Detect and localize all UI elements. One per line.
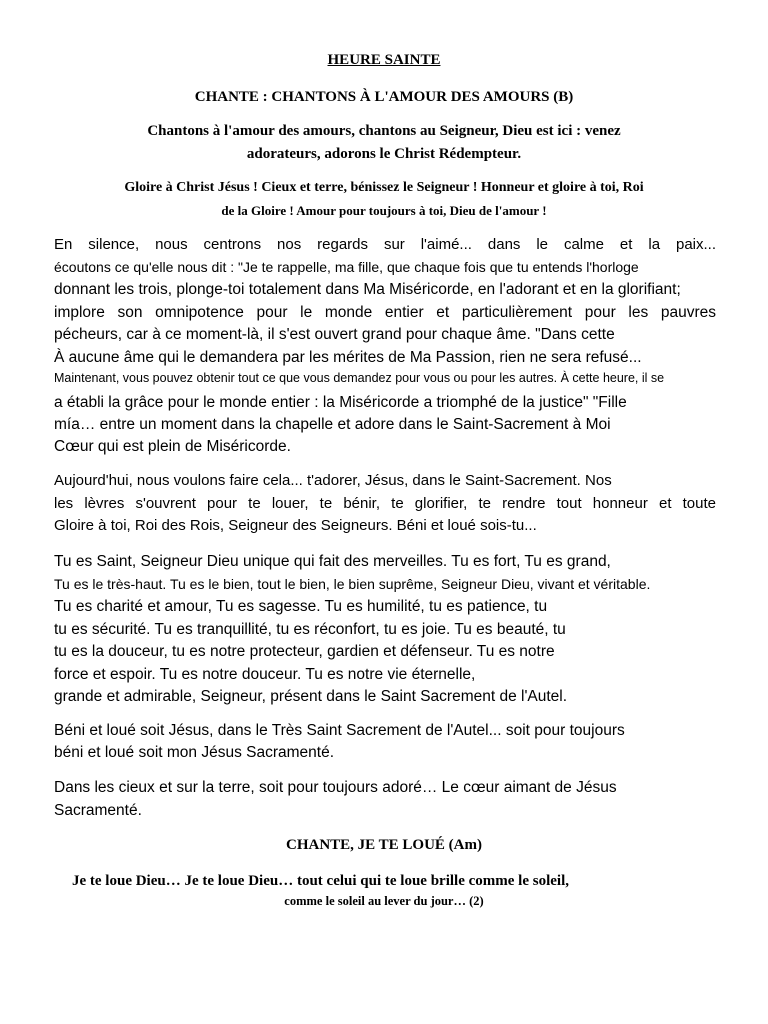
paragraph1-line: En silence, nous centrons nos regards sur l'aimé... dans le calme et la paix... (54, 236, 716, 253)
song2-line: comme le soleil au lever du jour… (2) (284, 894, 484, 908)
paragraph1-line: pécheurs, car à ce moment-là, il s'est ouvert grand pour chaque âme. "Dans cette (54, 326, 615, 343)
song1-refrain-line: Chantons à l'amour des amours, chantons au Seigneur, Dieu est ici : venez (147, 123, 621, 139)
paragraph2-line: les lèvres s'ouvrent pour te louer, te bénir, te glorifier, te rendre tout honneur et toute (54, 495, 716, 512)
paragraph4-line: béni et loué soit mon Jésus Sacramenté. (54, 744, 335, 761)
paragraph1-line: Cœur qui est plein de Miséricorde. (54, 438, 291, 455)
song1-verse-line: Gloire à Christ Jésus ! Cieux et terre, bénissez le Seigneur ! Honneur et gloire à toi, Roi (124, 180, 644, 195)
paragraph1-line: donnant les trois, plonge-toi totalement dans Ma Miséricorde, en l'adorant et en la glorifiant; (54, 281, 681, 298)
paragraph1-line: a établi la grâce pour le monde entier : la Miséricorde a triomphé de la justice" "Fille (54, 394, 627, 411)
paragraph1-line: implore son omnipotence pour le monde entier et particulièrement pour les pauvres (54, 304, 716, 321)
paragraph3-line: grande et admirable, Seigneur, présent dans le Saint Sacrement de l'Autel. (54, 688, 568, 705)
page-title: HEURE SAINTE (327, 52, 441, 68)
song1-verse-line: de la Gloire ! Amour pour toujours à toi, Dieu de l'amour ! (221, 203, 547, 218)
paragraph3-line: Tu es charité et amour, Tu es sagesse. Tu es humilité, tu es patience, tu (54, 598, 548, 615)
paragraph1-line: mía… entre un moment dans la chapelle et adore dans le Saint-Sacrement à Moi (54, 416, 611, 433)
song2-heading: CHANTE, JE TE LOUÉ (Am) (286, 837, 482, 853)
paragraph3-line: tu es sécurité. Tu es tranquillité, tu es réconfort, tu es joie. Tu es beauté, tu (54, 621, 566, 638)
paragraph3-line: tu es la douceur, tu es notre protecteur, gardien et défenseur. Tu es notre (54, 643, 555, 660)
paragraph5-line: Dans les cieux et sur la terre, soit pour toujours adoré… Le cœur aimant de Jésus (54, 779, 617, 796)
song1-heading: CHANTE : CHANTONS À L'AMOUR DES AMOURS (B) (194, 89, 574, 105)
paragraph1-line: Maintenant, vous pouvez obtenir tout ce que vous demandez pour vous ou pour les autres. À cette heure, il se (54, 371, 665, 385)
song1-refrain-line: adorateurs, adorons le Christ Rédempteur. (246, 146, 522, 162)
paragraph5-line: Sacramenté. (54, 802, 142, 819)
paragraph1-line: écoutons ce qu'elle nous dit : "Je te rappelle, ma fille, que chaque fois que tu entends l'horloge (54, 259, 639, 275)
paragraph3-line: force et espoir. Tu es notre douceur. Tu es notre vie éternelle, (54, 666, 476, 683)
paragraph1-line: À aucune âme qui le demandera par les mérites de Ma Passion, rien ne sera refusé... (54, 349, 642, 366)
paragraph2-line: Gloire à toi, Roi des Rois, Seigneur des Seigneurs. Béni et loué sois-tu... (54, 517, 537, 534)
paragraph3-line: Tu es Saint, Seigneur Dieu unique qui fait des merveilles. Tu es fort, Tu es grand, (54, 553, 611, 570)
paragraph2-line: Aujourd'hui, nous voulons faire cela... t'adorer, Jésus, dans le Saint-Sacrement. Nos (54, 472, 612, 489)
paragraph3-line: Tu es le très-haut. Tu es le bien, tout le bien, le bien suprême, Seigneur Dieu, vivant et véritable. (54, 576, 651, 592)
paragraph4-line: Béni et loué soit Jésus, dans le Très Saint Sacrement de l'Autel... soit pour toujours (54, 722, 625, 739)
song2-line: Je te loue Dieu… Je te loue Dieu… tout celui qui te loue brille comme le soleil, (72, 873, 569, 889)
